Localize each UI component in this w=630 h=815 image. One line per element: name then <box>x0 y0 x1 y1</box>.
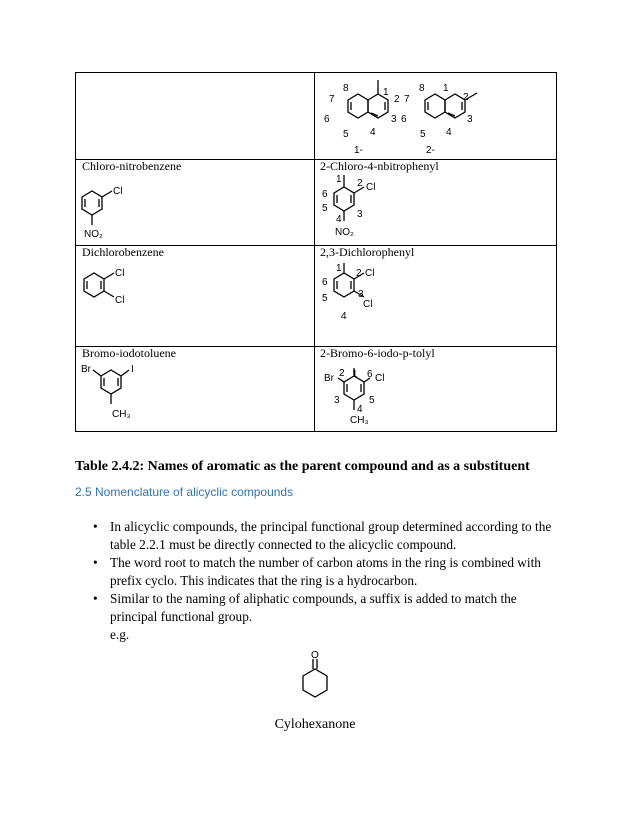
bullet-list <box>93 518 563 644</box>
atom-number: 4 <box>357 404 363 415</box>
atom-number: 3 <box>391 114 397 125</box>
atom-label: Cl <box>115 268 125 279</box>
atom-number: 2 <box>394 94 400 105</box>
atom-label: Br <box>81 364 91 375</box>
substituent-name-bromoiodotolyl: 2-Bromo-6-iodo-p-tolyl <box>320 346 435 360</box>
atom-number: 3 <box>357 209 363 220</box>
atom-label: Cl <box>375 373 385 384</box>
atom-number: 5 <box>343 129 349 140</box>
atom-label: Cl <box>365 268 375 279</box>
compound-name-bromoiodotoluene: Bromo-iodotoluene <box>82 346 176 360</box>
isomer-label: 1- <box>354 145 363 156</box>
bromoiodotoluene-structure <box>76 346 166 432</box>
atom-label: Br <box>324 373 334 384</box>
atom-number: 1 <box>352 369 358 380</box>
atom-label: O <box>311 650 319 661</box>
naphthyl-structures <box>321 75 551 159</box>
atom-number: 4 <box>370 127 376 138</box>
substituent-name-dichlorophenyl: 2,3-Dichlorophenyl <box>320 245 415 259</box>
bromoiodotolyl-structure <box>314 346 424 432</box>
atom-number: 2 <box>463 92 469 103</box>
compound-name-chloronitrobenzene: Chloro-nitrobenzene <box>82 159 182 173</box>
atom-number: 1 <box>443 83 449 94</box>
atom-number: 6 <box>322 277 328 288</box>
compound-name-dichlorobenzene: Dichlorobenzene <box>82 245 164 259</box>
atom-label: Cl <box>113 186 123 197</box>
atom-number: 6 <box>367 369 373 380</box>
atom-label: I <box>131 364 134 375</box>
atom-label: NO₂ <box>84 229 103 240</box>
chloronitrobenzene-structure <box>76 159 146 245</box>
substituent-name-chloronitrophenyl: 2-Chloro-4-nbitrophenyl <box>320 159 439 173</box>
nomenclature-table <box>75 72 557 432</box>
cyclohexanone-structure <box>285 652 345 712</box>
atom-label: Cl <box>363 299 373 310</box>
atom-label: NO₂ <box>335 227 354 238</box>
example-label: e.g. <box>110 627 130 642</box>
dichlorophenyl-structure <box>314 245 404 345</box>
section-heading: 2.5 Nomenclature of alicyclic compounds <box>75 485 294 499</box>
atom-number: 2 <box>339 368 345 379</box>
atom-number: 6 <box>401 114 407 125</box>
naphthalene-2-yl-structure <box>401 83 477 156</box>
chloronitrophenyl-structure <box>314 159 404 245</box>
atom-label: Cl <box>366 182 376 193</box>
table-caption: Table 2.4.2: Names of aromatic as the parent compound and as a substituent <box>75 459 530 474</box>
atom-number: 3 <box>467 114 473 125</box>
atom-number: 5 <box>369 395 375 406</box>
atom-number: 8 <box>419 83 425 94</box>
atom-number: 2 <box>357 178 363 189</box>
atom-number: 6 <box>324 114 330 125</box>
atom-number: 4 <box>341 311 347 322</box>
example-compound-name: Cylohexanone <box>274 717 356 732</box>
atom-number: 1 <box>336 263 342 274</box>
atom-label: CH₃ <box>112 409 131 420</box>
list-item: • Similar to the naming of aliphatic compounds, a suffix is added to match the principal functional group. <box>93 590 563 626</box>
atom-number: 6 <box>322 189 328 200</box>
atom-number: 5 <box>322 293 328 304</box>
atom-number: 1 <box>336 174 342 185</box>
list-item: • The word root to match the number of carbon atoms in the ring is combined with prefix cyclo. This indicates that the ring is a hydrocarbon. <box>93 554 563 590</box>
isomer-label: 2- <box>426 145 435 156</box>
dichlorobenzene-structure <box>76 245 146 345</box>
atom-number: 1 <box>383 87 389 98</box>
atom-number: 8 <box>343 83 349 94</box>
list-item: • In alicyclic compounds, the principal functional group determined according to the table 2.2.1 must be directly connected to the alicyclic compound. <box>93 518 563 554</box>
atom-number: 4 <box>336 214 342 225</box>
atom-number: 5 <box>322 203 328 214</box>
atom-number: 3 <box>334 395 340 406</box>
atom-number: 7 <box>329 94 335 105</box>
atom-number: 7 <box>404 94 410 105</box>
atom-number: 3 <box>358 289 364 300</box>
atom-number: 5 <box>420 129 426 140</box>
atom-label: CH₃ <box>350 415 369 426</box>
atom-number: 2 <box>356 268 362 279</box>
atom-number: 4 <box>446 127 452 138</box>
naphthalene-1-yl-structure <box>324 80 400 156</box>
atom-label: Cl <box>115 295 125 306</box>
